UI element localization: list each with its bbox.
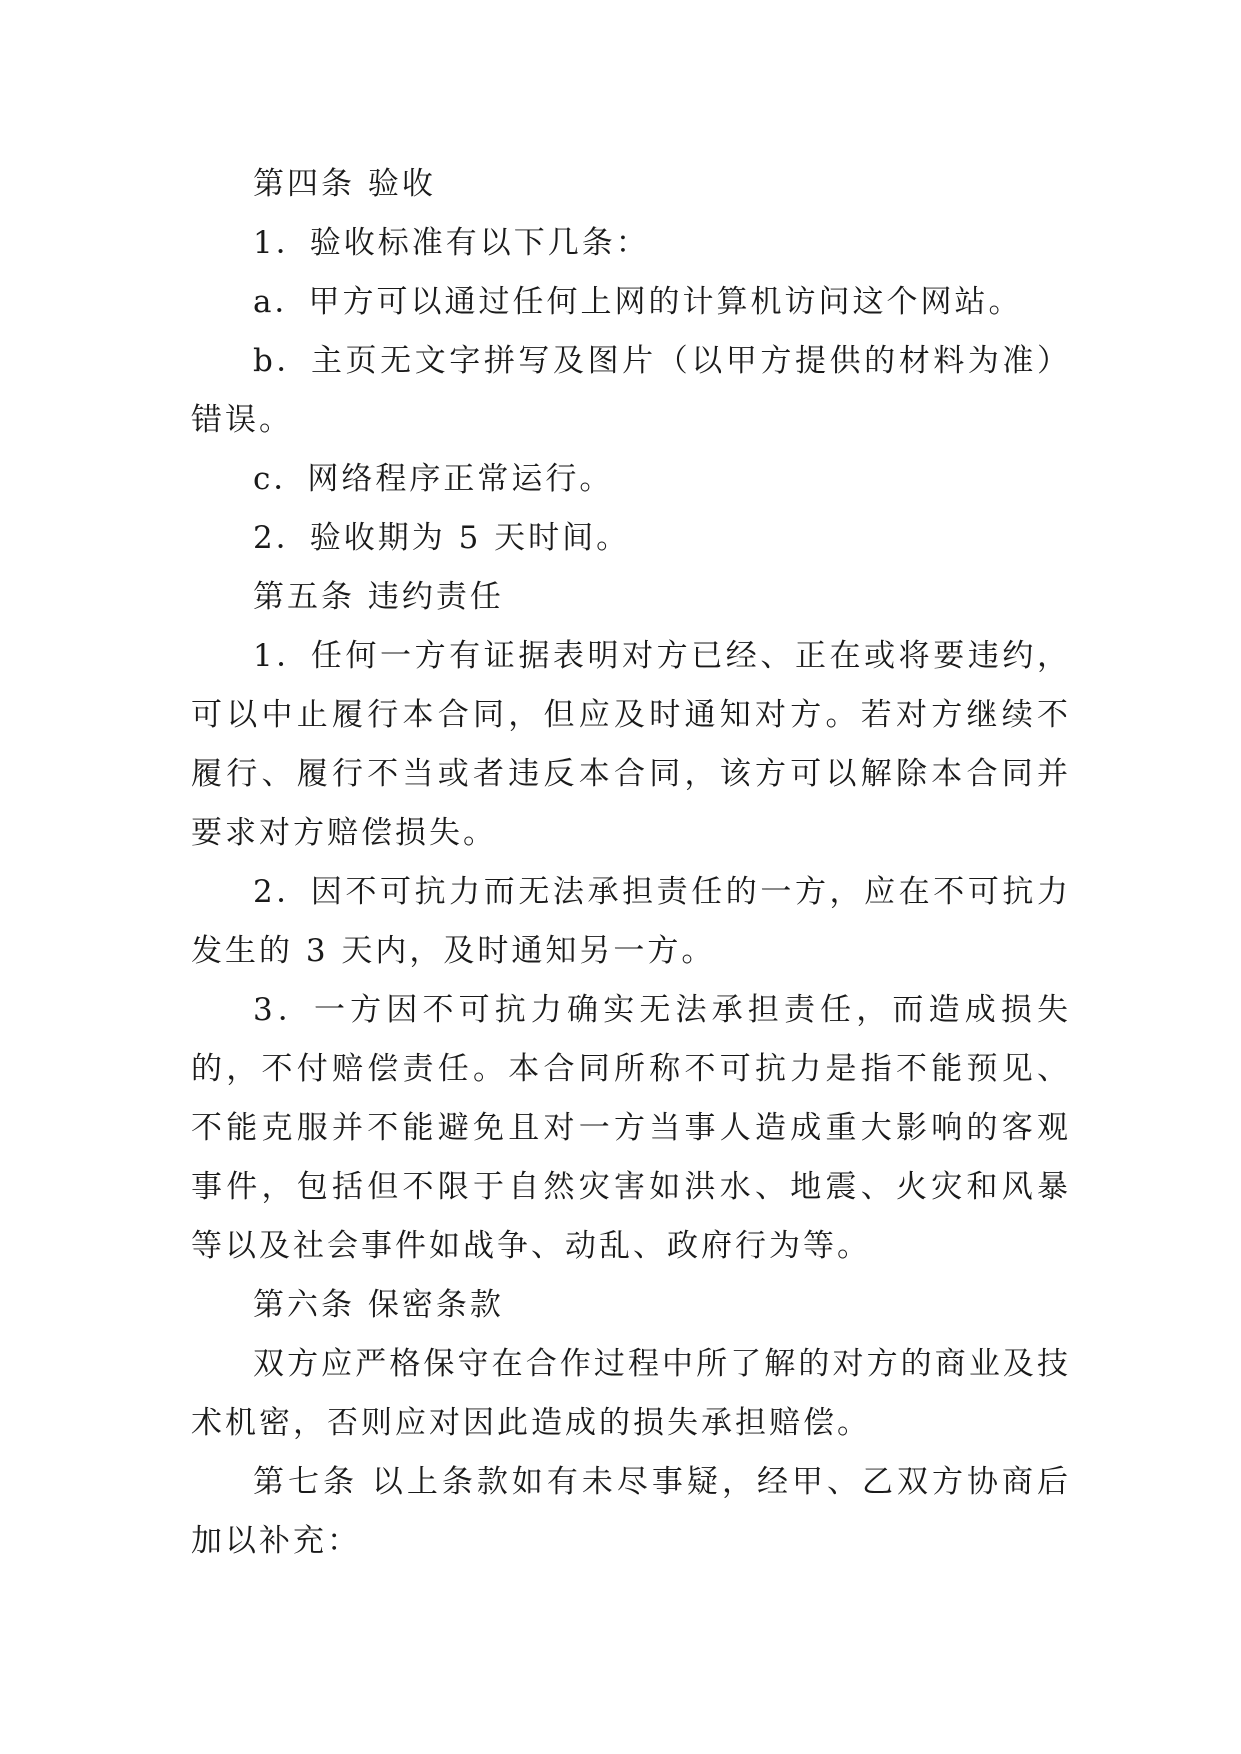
article-4-heading: 第四条 验收 xyxy=(253,166,436,202)
article-6-heading: 第六条 保密条款 xyxy=(253,1287,504,1323)
confidentiality-clause: 双方应严格保守在合作过程中所了解的对方的商业及技术机密，否则应对因此造成的损失承担赔偿。 xyxy=(191,1346,1071,1441)
breach-clause-1: 1．任何一方有证据表明对方已经、正在或将要违约，可以中止履行本合同，但应及时通知对方。若对方继续不履行、履行不当或者违反本合同，该方可以解除本合同并要求对方赔偿损失。 xyxy=(191,638,1071,851)
acceptance-standard-c: c．网络程序正常运行。 xyxy=(253,461,614,497)
breach-clause-2: 2．因不可抗力而无法承担责任的一方，应在不可抗力发生的 3 天内，及时通知另一方。 xyxy=(191,874,1071,969)
acceptance-standard-b: b．主页无文字拼写及图片（以甲方提供的材料为准）错误。 xyxy=(191,343,1071,438)
article-7-clause: 第七条 以上条款如有未尽事疑，经甲、乙双方协商后加以补充： xyxy=(191,1464,1071,1559)
acceptance-standards-intro: 1．验收标准有以下几条： xyxy=(253,225,650,261)
breach-clause-3: 3．一方因不可抗力确实无法承担责任，而造成损失的，不付赔偿责任。本合同所称不可抗力是指不能预见、不能克服并不能避免且对一方当事人造成重大影响的客观事件，包括但不限于自然灾害如洪水、地震、火灾和风暴等以及社会事件如战争、动乱、政府行为等。 xyxy=(191,992,1071,1264)
acceptance-standard-a: a．甲方可以通过任何上网的计算机访问这个网站。 xyxy=(253,284,1023,320)
document-body xyxy=(191,155,1071,1571)
acceptance-period: 2．验收期为 5 天时间。 xyxy=(253,520,631,556)
article-5-heading: 第五条 违约责任 xyxy=(253,579,504,615)
